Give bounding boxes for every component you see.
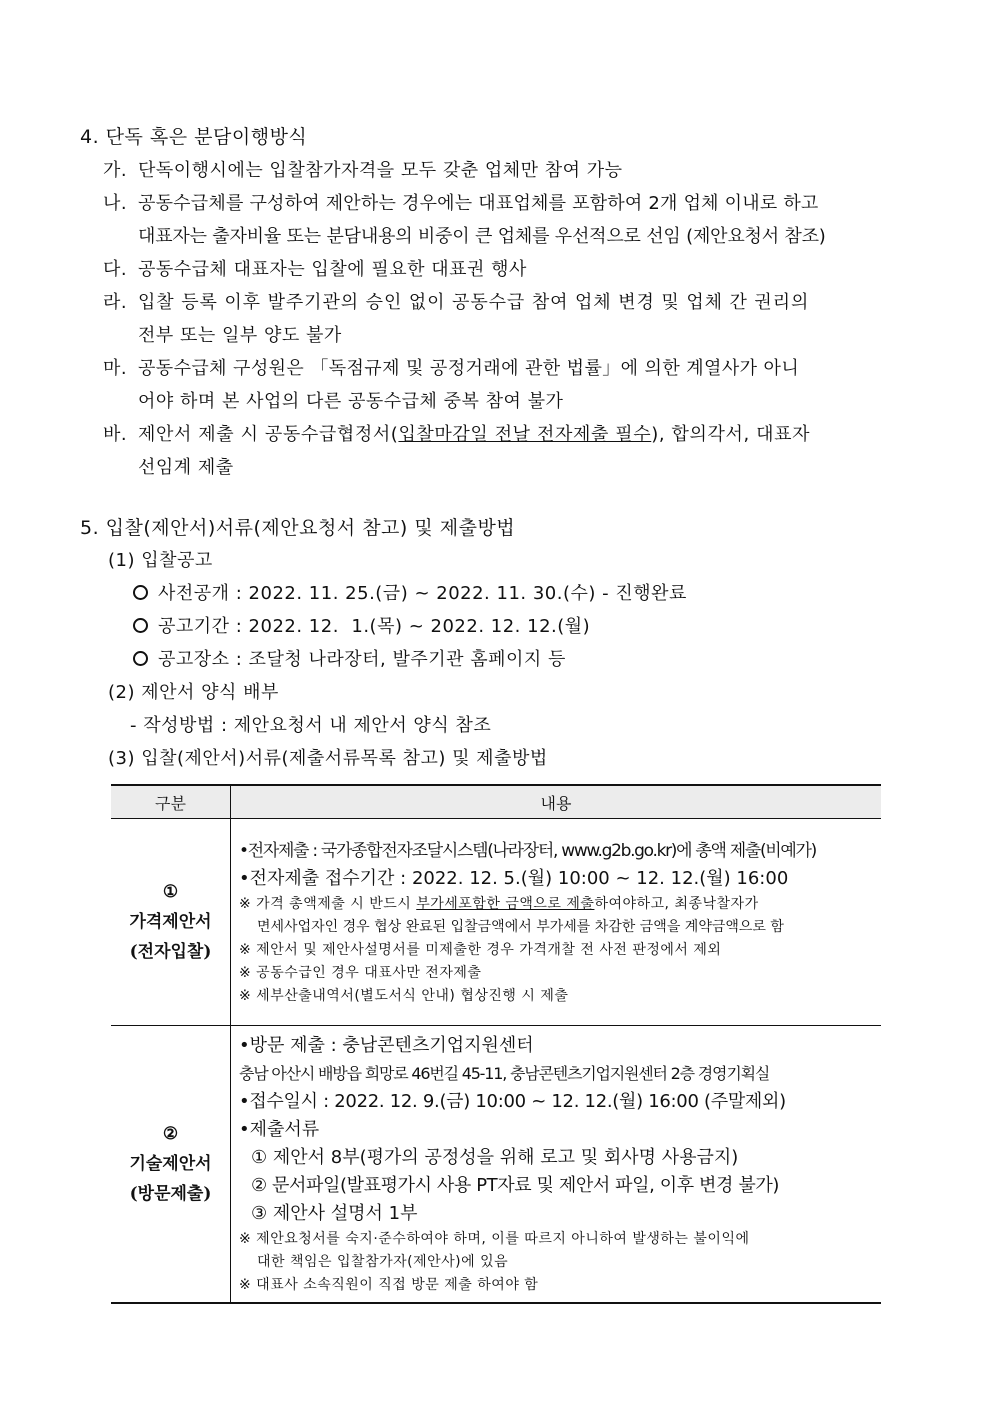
ba-pre: 제안서 제출 시 공동수급협정서( <box>138 424 399 445</box>
table-header-row <box>111 785 881 819</box>
row2-content <box>231 1026 882 1304</box>
section5-sub3: (3) 입찰(제안서)서류(제출서류목록 참고) 및 제출방법 <box>108 748 548 769</box>
row2-note1-line2: 대한 책임은 입찰참가자(제안사)에 있음 <box>257 1253 509 1270</box>
ba-post: ), 합의각서, 대표자 <box>651 424 811 445</box>
circle-bullet-icon <box>133 585 148 600</box>
circle-bullet-icon <box>133 651 148 666</box>
section4-item-ra-text-2: 전부 또는 일부 양도 불가 <box>138 325 342 346</box>
row2-name: 기술제안서 <box>129 1154 212 1174</box>
row1-category <box>111 819 231 1026</box>
row2-category <box>111 1026 231 1304</box>
section5-sub2-item: - 작성방법 : 제안요청서 내 제안서 양식 참조 <box>130 715 492 736</box>
row2-number: ② <box>162 1124 179 1144</box>
bullet-item: 공고기간 : 2022. 12. 1.(목) ~ 2022. 12. 12.(월) <box>133 612 590 642</box>
section4-item-ga-text: 단독이행시에는 입찰참가자격을 모두 갖춘 업체만 참여 가능 <box>138 160 623 181</box>
table-row <box>111 819 881 1026</box>
row2-note1: ※ 제안요청서를 숙지·준수하여야 하며, 이를 따르지 아니하여 발생하는 불이익에 <box>239 1230 750 1247</box>
row1-note1: ※ 가격 총액제출 시 반드시 부가세포함한 금액으로 제출하여야하고, 최종낙찰자가 <box>239 895 759 912</box>
row2-line2: 충남 아산시 배방읍 희망로 46번길 45-11, 충남콘텐츠기업지원센터 2층 경영기획실 <box>239 1063 770 1083</box>
bullet-item: 사전공개 : 2022. 11. 25.(금) ~ 2022. 11. 30.(수) - 진행완료 <box>133 579 687 609</box>
header-category: 구분 <box>111 785 231 819</box>
section4-item-ra-text: 입찰 등록 이후 발주기관의 승인 없이 공동수급 참여 업체 변경 및 업체 간 권리의 <box>138 292 810 313</box>
section4-item-ma-text: 공동수급체 구성원은 「독점규제 및 공정거래에 관한 법률」에 의한 계열사가 아니 <box>138 358 800 379</box>
section4-item-ba-marker: 바. <box>103 424 128 445</box>
submission-table <box>111 784 881 1304</box>
row1-note2: ※ 제안서 및 제안사설명서를 미제출한 경우 가격개찰 전 사전 판정에서 제외 <box>239 941 722 958</box>
section4-item-na-text: 공동수급체를 구성하여 제안하는 경우에는 대표업체를 포함하여 2개 업체 이내로 하고 <box>138 193 819 214</box>
row2-doc3: ③ 제안사 설명서 1부 <box>251 1202 418 1224</box>
row1-note1-line2: 면세사업자인 경우 협상 완료된 입찰금액에서 부가세를 차감한 금액을 계약금액으로 함 <box>257 918 784 935</box>
row2-line3: •접수일시 : 2022. 12. 9.(금) 10:00 ~ 12. 12.(월) 16:00 (주말제외) <box>239 1090 786 1112</box>
row2-doc2: ② 문서파일(발표평가시 사용 PT자료 및 제안서 파일, 이후 변경 불가) <box>251 1174 779 1196</box>
header-content: 내용 <box>231 785 882 819</box>
row1-content <box>231 819 882 1026</box>
ba-underlined: 입찰마감일 전날 전자제출 필수 <box>398 424 652 445</box>
bullet-item: 공고장소 : 조달청 나라장터, 발주기관 홈페이지 등 <box>133 645 566 675</box>
row1-line1: •전자제출 : 국가종합전자조달시스템(나라장터, www.g2b.go.kr)에 총액 제출(비예가) <box>239 840 816 861</box>
section5-sub1: (1) 입찰공고 <box>108 550 213 571</box>
row2-line1: •방문 제출 : 충남콘텐츠기업지원센터 <box>239 1034 534 1056</box>
section5-sub2: (2) 제안서 양식 배부 <box>108 682 279 703</box>
section4-item-ba-text <box>138 420 810 450</box>
section5-title: 5. 입찰(제안서)서류(제안요청서 참고) 및 제출방법 <box>80 517 516 539</box>
table-row <box>111 1026 881 1304</box>
section4-item-da-text: 공동수급체 대표자는 입찰에 필요한 대표권 행사 <box>138 259 527 280</box>
row1-number: ① <box>162 882 179 902</box>
row2-note2: ※ 대표사 소속직원이 직접 방문 제출 하여야 함 <box>239 1276 539 1293</box>
section4-item-na-marker: 나. <box>103 193 128 214</box>
row1-line2: •전자제출 접수기간 : 2022. 12. 5.(월) 10:00 ~ 12. 12.(월) 16:00 <box>239 867 789 889</box>
section4-title: 4. 단독 혹은 분담이행방식 <box>80 126 308 148</box>
row1-name: 가격제안서 <box>129 912 212 932</box>
circle-bullet-icon <box>133 618 148 633</box>
row2-doc1: ① 제안서 8부(평가의 공정성을 위해 로고 및 회사명 사용금지) <box>251 1146 739 1168</box>
row2-line4: •제출서류 <box>239 1118 320 1140</box>
row2-method: (방문제출) <box>129 1184 212 1204</box>
row1-method: (전자입찰) <box>129 942 212 962</box>
row1-note4: ※ 세부산출내역서(별도서식 안내) 협상진행 시 제출 <box>239 987 569 1004</box>
section4-item-ba-text-2: 선임계 제출 <box>138 457 234 478</box>
row1-note3: ※ 공동수급인 경우 대표사만 전자제출 <box>239 964 482 981</box>
section4-item-ma-marker: 마. <box>103 358 128 379</box>
section4-item-na-text-2: 대표자는 출자비율 또는 분담내용의 비중이 큰 업체를 우선적으로 선임 (제안요청서 참조) <box>138 226 826 247</box>
section4-item-ma-text-2: 어야 하며 본 사업의 다른 공동수급체 중복 참여 불가 <box>138 391 564 412</box>
section4-item-da-marker: 다. <box>103 259 128 280</box>
section4-item-ga-marker: 가. <box>103 160 128 181</box>
section4-item-ra-marker: 라. <box>103 292 128 313</box>
